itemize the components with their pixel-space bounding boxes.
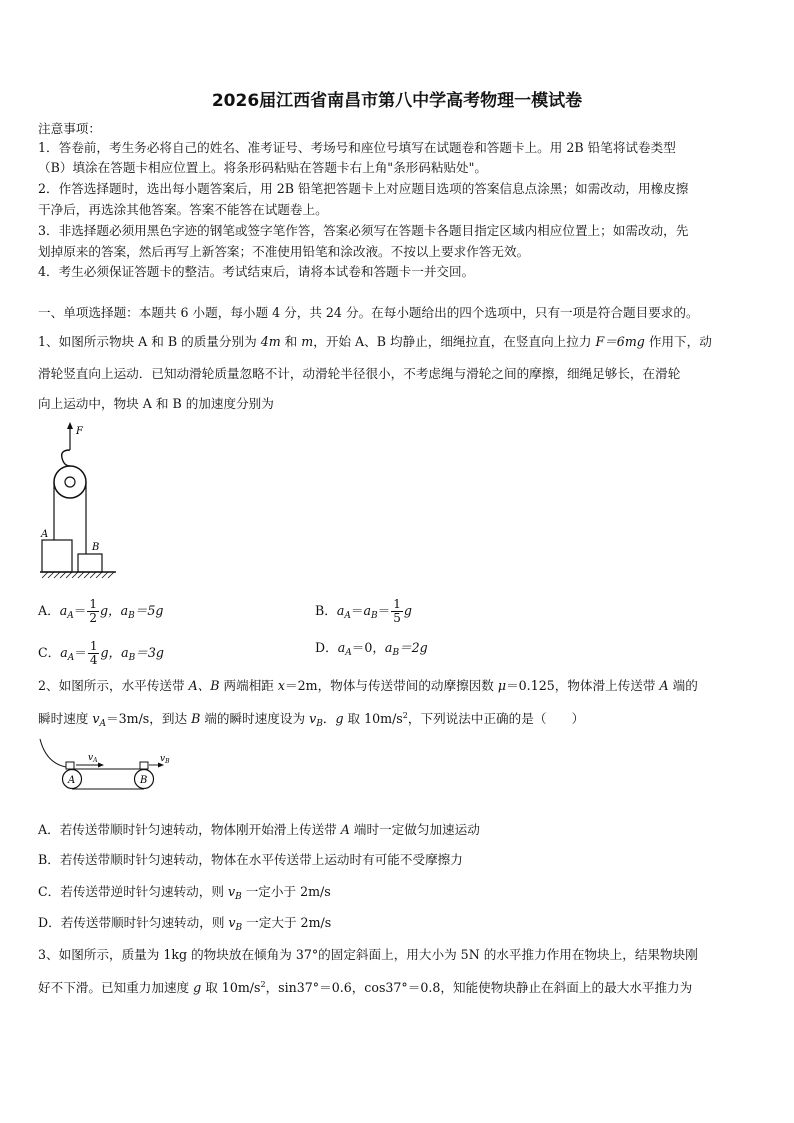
svg-text:vA: $v_A$: [88, 753, 98, 764]
question-1-line: 滑轮竖直向上运动．已知动滑轮质量忽略不计，动滑轮半径很小，不考虑绳与滑轮之间的摩擦，细绳足够长，在滑轮: [38, 366, 681, 381]
q2-option-b[interactable]: B．若传送带顺时针匀速转动，物体在水平传送带上运动时有可能不受摩擦力: [38, 852, 463, 867]
block-b-label: B: [92, 542, 100, 553]
q1-option-b[interactable]: B．$a_A=a_B=$ $\frac{1}{5}$ g: [315, 597, 412, 625]
notice-line: 3．非选择题必须用黑色字迹的钢笔或签字笔作答，答案必须写在答题卡各题目指定区域内相应位置上；如需改动，先: [38, 223, 689, 238]
question-3-line: 好不下滑。已知重力加速度 g 取 $10m/s^2$，sin37°＝0.6，cos37°＝0.8，知能使物块静止在斜面上的最大水平推力为: [38, 980, 693, 995]
q1-option-c[interactable]: C．$a_A=$ $\frac{1}{4}$ g，$a_B=3g$: [38, 639, 164, 667]
question-2-line: 瞬时速度 $v_A=3m/s$，到达 B 端的瞬时速度设为 $v_B$．g 取 $10m/s^2$，下列说法中正确的是（ ）: [38, 711, 585, 729]
notice-line: （B）填涂在答题卡相应位置上。将条形码粘贴在答题卡右上角"条形码粘贴处"。: [38, 160, 488, 175]
block-a-label: A: [41, 529, 49, 540]
force-label: F: [76, 426, 83, 437]
q1-option-a[interactable]: A．$a_A=$ $\frac{1}{2}$ g，$a_B=5g$: [38, 597, 164, 625]
question-2-line: 2、如图所示，水平传送带 A、B 两端相距 x＝2m，物体与传送带间的动摩擦因数 μ＝0.125，物体滑上传送带 A 端的: [38, 678, 698, 693]
notice-heading: 注意事项：: [38, 121, 101, 136]
q2-option-a[interactable]: A．若传送带顺时针匀速转动，物体刚开始滑上传送带 A 端时一定做匀加速运动: [38, 822, 480, 837]
q2-option-c[interactable]: C．若传送带逆时针匀速转动，则 $v_B$ 一定小于 2m/s: [38, 884, 331, 902]
question-1-line: 向上运动中，物块 A 和 B 的加速度分别为: [38, 396, 274, 411]
notice-line: 2．作答选择题时，选出每小题答案后，用 2B 铅笔把答题卡上对应题目选项的答案信息点涂黑；如需改动，用橡皮擦: [38, 181, 689, 196]
q2-option-d[interactable]: D．若传送带顺时针匀速转动，则 $v_B$ 一定大于 2m/s: [38, 915, 332, 933]
section-heading: 一、单项选择题：本题共 6 小题，每小题 4 分，共 24 分。在每小题给出的四个选项中，只有一项是符合题目要求的。: [38, 305, 699, 320]
notice-line: 1．答卷前，考生务必将自己的姓名、准考证号、考场号和座位号填写在试题卷和答题卡上。用 2B 铅笔将试卷类型: [38, 140, 676, 155]
roller-b-label: B: [140, 775, 148, 786]
svg-text:vB: $v_B$: [160, 754, 170, 765]
q1-option-d[interactable]: D．$a_A=0$，$a_B=2g$: [315, 640, 428, 658]
notice-line: 干净后，再选涂其他答案。答案不能答在试题卷上。: [38, 202, 328, 217]
roller-a-label: A: [68, 775, 76, 786]
notice-line: 4．考生必须保证答题卡的整洁。考试结束后，请将本试卷和答题卡一并交回。: [38, 264, 475, 279]
question-3-line: 3、如图所示，质量为 1kg 的物块放在倾角为 37°的固定斜面上，用大小为 5N 的水平推力作用在物块上，结果物块刚: [38, 947, 698, 962]
pulley-diagram: [36, 420, 122, 580]
page-title: 2026届江西省南昌市第八中学高考物理一模试卷: [211, 91, 583, 111]
question-1-line: 1、如图所示物块 A 和 B 的质量分别为 4m 和 m，开始 A、B 均静止，细绳拉直，在竖直向上拉力 F＝6mg 作用下，动: [38, 334, 712, 349]
notice-line: 划掉原来的答案，然后再写上新答案；不准使用铅笔和涂改液。不按以上要求作答无效。: [38, 244, 530, 259]
conveyor-diagram: [36, 735, 186, 791]
